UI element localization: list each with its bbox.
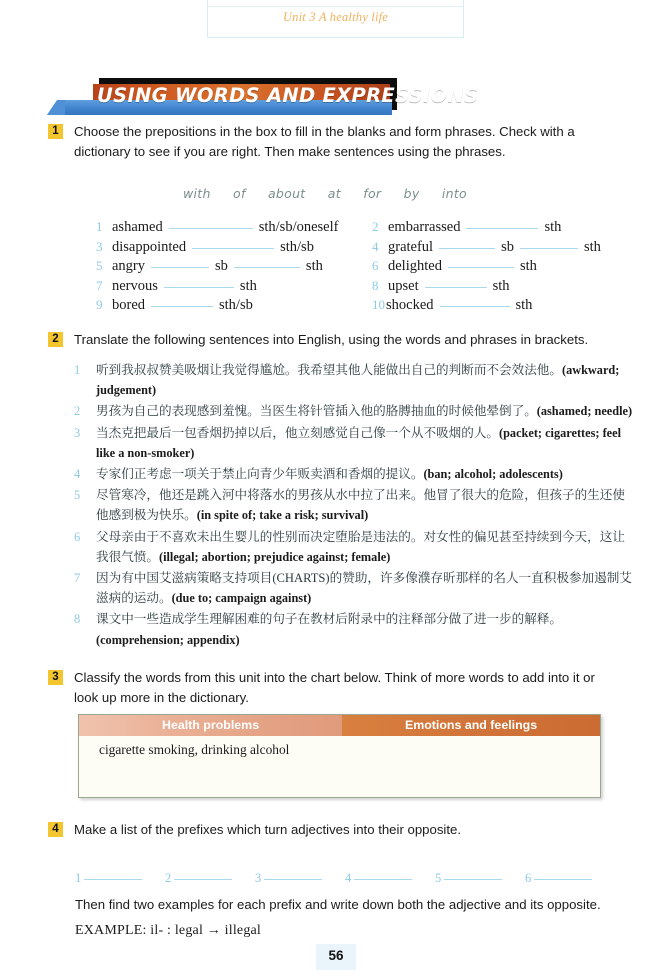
sentence-chinese: 专家们正考虑一项关于禁止向青少年贩卖酒和香烟的提议。: [96, 467, 424, 482]
blank-number: 1: [75, 871, 82, 885]
blank-input[interactable]: [440, 296, 510, 307]
item-number: 4: [74, 467, 81, 482]
item-number: 8: [372, 277, 379, 293]
page-folio: [315, 944, 357, 970]
item-tail: sth/sb: [280, 238, 314, 255]
translation-sentence-list: [74, 360, 634, 651]
item-adjective: grateful: [388, 238, 434, 255]
item-number: 6: [74, 529, 81, 544]
blank-input[interactable]: [534, 868, 592, 880]
item-tail: sth: [584, 238, 601, 255]
exercise-4-example: EXAMPLE: il- : legal → illegal: [75, 923, 262, 938]
item-number: 1: [96, 219, 103, 234]
sentence-chinese: 当杰克把最后一包香烟扔掉以后，他立刻感觉自己像一个从不吸烟的人。: [96, 425, 499, 440]
item-adjective: nervous: [112, 277, 158, 294]
item-tail: sth/sb: [219, 297, 253, 314]
blank-input[interactable]: [520, 238, 578, 249]
exercise-2-instruction: Translate the following sentences into English, using the words and phrases in brackets.: [74, 332, 589, 347]
sentence-hint: (comprehension; appendix): [96, 632, 240, 647]
blank-number: 3: [255, 871, 262, 885]
blank-input[interactable]: [354, 868, 412, 880]
fill-in-item: [96, 218, 366, 238]
item-number: 3: [74, 425, 81, 440]
sentence-hint: (ban; alcohol; adolescents): [423, 467, 563, 482]
exercise-1: [48, 122, 618, 161]
fill-in-item: [372, 277, 642, 297]
item-number: 4: [372, 238, 379, 254]
item-number: 7: [96, 277, 103, 293]
sentence-chinese: 听到我叔叔赞美吸烟让我觉得尴尬。我希望其他人能做出自己的判断而不会效法他。: [96, 363, 562, 377]
sentence-chinese: 因为有中国艾滋病策略支持项目(CHARTS)的赞助，许多像濮存昕那样的名人一直积极参加遏制艾滋病的运动。: [96, 571, 632, 606]
blank-number: 4: [345, 871, 352, 885]
chart-header-emotions-and-feelings: Emotions and feelings: [342, 715, 600, 736]
section-banner: [47, 78, 479, 118]
item-number: 5: [74, 488, 81, 503]
item-tail: sth: [519, 258, 537, 275]
fill-in-item: [96, 238, 366, 258]
page-number: 56: [328, 948, 344, 963]
fill-in-item: [372, 238, 642, 258]
sentence-hint: (awkward; judgement): [96, 363, 620, 398]
translation-item: [74, 360, 634, 400]
item-number: 9: [96, 297, 103, 313]
item-middle: sb: [215, 258, 228, 275]
chart-header-row: [79, 715, 600, 736]
translation-item: [74, 401, 634, 421]
sentence-hint: (in spite of; take a risk; survival): [196, 508, 369, 523]
exercise-4-followup: Then find two examples for each prefix and write down both the adjective and its opposite.: [75, 897, 601, 912]
item-number: 5: [96, 258, 103, 274]
item-adjective: angry: [112, 258, 146, 275]
unit-title: Unit 3 A healthy life: [282, 10, 389, 24]
blank-input[interactable]: [164, 277, 234, 288]
blank-input[interactable]: [234, 257, 300, 268]
blank-input[interactable]: [425, 277, 487, 288]
translation-item: [74, 485, 634, 525]
item-adjective: bored: [112, 297, 146, 314]
chart-cell-health-problems[interactable]: cigarette smoking, drinking alcohol: [99, 742, 290, 757]
prefix-blank-3[interactable]: [255, 868, 322, 886]
prefix-blank-row: [75, 868, 615, 884]
classification-chart: [78, 714, 601, 798]
blank-number: 5: [435, 871, 442, 885]
prefix-blank-6[interactable]: [525, 868, 592, 886]
translation-item: [74, 464, 634, 484]
blank-input[interactable]: [151, 296, 213, 307]
prefix-blank-1[interactable]: [75, 868, 142, 886]
preposition-into: into: [441, 186, 467, 201]
exercise-3: [48, 668, 618, 707]
blank-input[interactable]: [444, 868, 502, 880]
sentence-hint: (ashamed; needle): [536, 404, 633, 419]
blank-input[interactable]: [192, 238, 274, 249]
item-adjective: disappointed: [112, 238, 187, 255]
exercise-4-instruction: Make a list of the prefixes which turn adjectives into their opposite.: [74, 822, 462, 837]
fill-in-item: [372, 218, 642, 238]
item-number: 3: [96, 238, 103, 254]
item-tail: sth: [305, 258, 323, 275]
fill-in-item: [372, 257, 642, 277]
blank-input[interactable]: [84, 868, 142, 880]
item-number: 7: [74, 571, 81, 586]
exercise-1-number: 1: [48, 124, 63, 139]
item-tail: sth: [239, 277, 257, 294]
sentence-hint: (due to; campaign against): [171, 591, 312, 606]
running-head: [207, 0, 464, 38]
fill-in-blank-list: [96, 218, 636, 318]
item-middle: sb: [501, 238, 514, 255]
blank-input[interactable]: [169, 218, 253, 229]
fill-in-item: [96, 277, 366, 297]
sentence-chinese: 男孩为自己的表现感到羞愧。当医生将针管插入他的胳膊抽血的时候他晕倒了。: [96, 404, 537, 419]
prefix-blank-4[interactable]: [345, 868, 412, 886]
exercise-1-instruction: Choose the prepositions in the box to fill in the blanks and form phrases. Check with a dictionary to see if you are right. Then make sentences using the phrases.: [74, 124, 575, 159]
section-banner-title: USING WORDS AND EXPRESSIONS: [97, 84, 479, 107]
item-adjective: ashamed: [112, 219, 163, 235]
fill-in-item: [96, 296, 366, 316]
fill-in-column-right: [372, 218, 642, 316]
running-head-rule: [208, 6, 463, 7]
item-number: 1: [74, 363, 81, 377]
item-adjective: delighted: [388, 258, 442, 275]
sentence-chinese: 父母亲由于不喜欢未出生婴儿的性别而决定堕胎是违法的。对女性的偏见甚至持续到今天，这让我很气愤。: [96, 529, 625, 564]
prefix-blank-5[interactable]: [435, 868, 502, 886]
item-number: 6: [372, 258, 379, 274]
preposition-about: about: [267, 186, 306, 201]
blank-input[interactable]: [174, 868, 232, 880]
exercise-2-number: 2: [48, 332, 63, 347]
item-number: 2: [74, 404, 81, 419]
preposition-word-box: [0, 186, 650, 201]
preposition-with: with: [182, 186, 211, 201]
item-number: 2: [372, 219, 379, 234]
fill-in-column-left: [96, 218, 366, 316]
translation-item: [74, 527, 634, 567]
sentence-chinese: 尽管寒冷，他还是跳入河中将落水的男孩从水中拉了出来。他冒了很大的危险，但孩子的生还使他感到极为快乐。: [96, 488, 625, 523]
item-adjective: embarrassed: [388, 219, 461, 235]
chart-body-row: [79, 736, 600, 797]
sentence-chinese: 课文中一些造成学生理解困难的句子在教材后附录中的注释部分做了进一步的解释。: [96, 612, 562, 627]
blank-input[interactable]: [466, 218, 538, 229]
exercise-3-instruction: Classify the words from this unit into the chart below. Think of more words to add into it or look up more in the dictionary.: [74, 670, 595, 705]
item-tail: sth/sb/oneself: [258, 219, 339, 235]
fill-in-item: [372, 296, 642, 316]
preposition-by: by: [403, 186, 420, 201]
sentence-hint: (packet; cigarettes; feel like a non-smoker): [96, 425, 621, 460]
item-tail: sth: [544, 219, 562, 235]
fill-in-item: [96, 257, 366, 277]
blank-input[interactable]: [448, 257, 514, 268]
chart-header-health-problems: Health problems: [79, 715, 342, 736]
preposition-at: at: [327, 186, 341, 201]
item-number: 8: [74, 612, 81, 627]
blank-input[interactable]: [151, 257, 209, 268]
translation-item: [74, 423, 634, 463]
item-adjective: shocked: [386, 297, 434, 314]
blank-input[interactable]: [439, 238, 495, 249]
exercise-4-number: 4: [48, 822, 63, 837]
item-tail: sth: [492, 277, 510, 294]
item-adjective: upset: [388, 277, 419, 294]
exercise-3-number: 3: [48, 670, 63, 685]
item-tail: sth: [515, 297, 533, 314]
translation-item: [74, 568, 634, 608]
blank-input[interactable]: [264, 868, 322, 880]
preposition-of: of: [233, 186, 246, 201]
exercise-4: [48, 820, 618, 840]
preposition-for: for: [363, 186, 382, 201]
prefix-blank-2[interactable]: [165, 868, 232, 886]
blank-number: 2: [165, 871, 172, 885]
item-number: 10: [372, 297, 385, 313]
exercise-2: [48, 330, 618, 350]
chart-cell-emotions-and-feelings[interactable]: [342, 736, 600, 797]
blank-number: 6: [525, 871, 532, 885]
translation-item: [74, 609, 634, 649]
sentence-hint: (illegal; abortion; prejudice against; female): [158, 549, 391, 564]
